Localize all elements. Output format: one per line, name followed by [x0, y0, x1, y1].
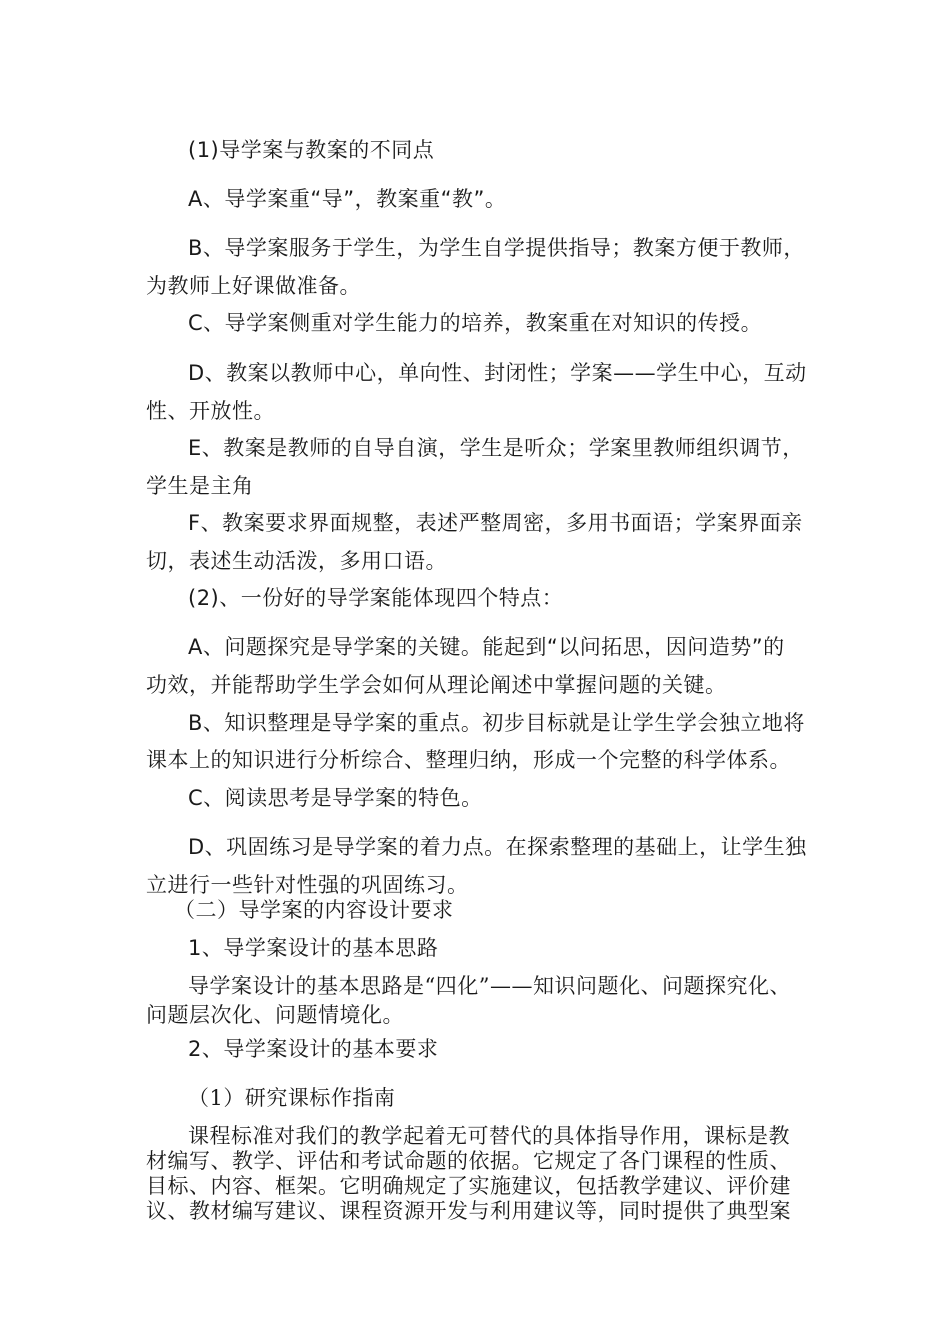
- paragraph-b-line-2: 为教师上好课做准备。: [146, 274, 361, 298]
- subsection-1-heading: 1、导学案设计的基本思路: [188, 936, 439, 960]
- paragraph-f-line-2: 切，表述生动活泼，多用口语。: [146, 549, 447, 573]
- standards-line-2: 材编写、教学、评估和考试命题的依据。它规定了各门课程的性质、: [146, 1149, 791, 1173]
- paragraph-d-line-1: D、教案以教师中心，单向性、封闭性；学案——学生中心，互动: [188, 361, 807, 385]
- feature-d-line-2: 立进行一些针对性强的巩固练习。: [146, 873, 469, 897]
- paragraph-c-line-1: C、导学案侧重对学生能力的培养，教案重在对知识的传授。: [188, 311, 763, 335]
- paragraph-e-line-2: 学生是主角: [146, 474, 254, 498]
- item-1-heading: （1）研究课标作指南: [188, 1086, 396, 1110]
- standards-line-4: 议、教材编写建议、课程资源开发与利用建议等，同时提供了典型案: [146, 1199, 791, 1223]
- feature-b-line-2: 课本上的知识进行分析综合、整理归纳，形成一个完整的科学体系。: [146, 748, 791, 772]
- feature-a-line-2: 功效，并能帮助学生学会如何从理论阐述中掌握问题的关键。: [146, 673, 727, 697]
- basic-approach-line-1: 导学案设计的基本思路是“四化”——知识问题化、问题探究化、: [188, 974, 791, 998]
- basic-approach-line-2: 问题层次化、问题情境化。: [146, 1003, 404, 1027]
- feature-a-line-1: A、问题探究是导学案的关键。能起到“以问拓思，因问造势”的: [188, 635, 785, 659]
- feature-c-line-1: C、阅读思考是导学案的特色。: [188, 786, 483, 810]
- paragraph-f-line-1: F、教案要求界面规整，表述严整周密，多用书面语；学案界面亲: [188, 511, 803, 535]
- section-2-heading: （二）导学案的内容设计要求: [174, 898, 454, 922]
- paragraph-a-line-1: A、导学案重“导”，教案重“教”。: [188, 187, 507, 211]
- feature-d-line-1: D、巩固练习是导学案的着力点。在探索整理的基础上，让学生独: [188, 835, 807, 859]
- heading-1-differences: (1)导学案与教案的不同点: [188, 138, 435, 162]
- heading-2-four-features: (2)、一份好的导学案能体现四个特点：: [188, 586, 564, 610]
- paragraph-d-line-2: 性、开放性。: [146, 399, 275, 423]
- paragraph-e-line-1: E、教案是教师的自导自演，学生是听众；学案里教师组织调节，: [188, 436, 804, 460]
- feature-b-line-1: B、知识整理是导学案的重点。初步目标就是让学生学会独立地将: [188, 711, 805, 735]
- subsection-2-heading: 2、导学案设计的基本要求: [188, 1037, 439, 1061]
- standards-line-1: 课程标准对我们的教学起着无可替代的具体指导作用，课标是教: [188, 1124, 790, 1148]
- paragraph-b-line-1: B、导学案服务于学生，为学生自学提供指导；教案方便于教师，: [188, 236, 805, 260]
- standards-line-3: 目标、内容、框架。它明确规定了实施建议，包括教学建议、评价建: [146, 1174, 791, 1198]
